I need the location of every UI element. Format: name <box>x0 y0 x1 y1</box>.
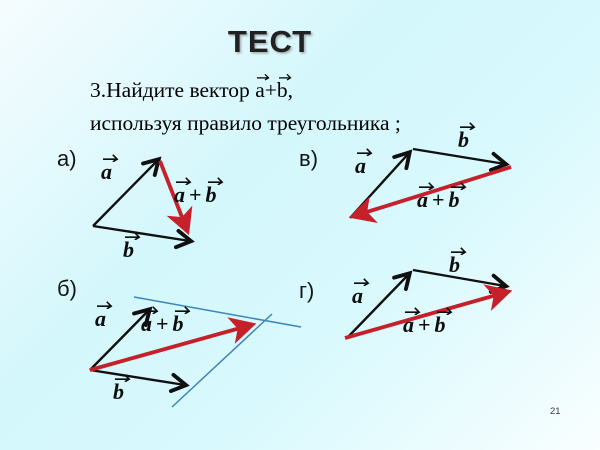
panel-a-letter: а) <box>57 146 77 171</box>
vector-arrow-icon <box>460 121 476 130</box>
question-line-2: используя правило треугольника ; <box>90 111 401 135</box>
slide-title: ТЕСТ <box>227 24 313 59</box>
panel-b-label-a: a <box>95 300 106 332</box>
vector-arrow-icon <box>97 300 113 309</box>
vector-arrow-icon <box>125 231 141 240</box>
panel-v-letter: в) <box>299 146 319 171</box>
panel-v-label-a: a <box>355 147 366 179</box>
panel-a-label-sum: a + b <box>174 176 217 208</box>
vector-arrow-icon <box>175 305 191 314</box>
vector-arrow-icon <box>451 181 467 190</box>
vector-arrow-icon <box>143 305 159 314</box>
page-number: 21 <box>550 406 561 417</box>
panel-g-label-sum: a + b <box>403 306 446 338</box>
vector-arrow-icon <box>354 277 370 286</box>
panel-a-label-a: a <box>101 153 112 185</box>
vector-b-inline: b <box>277 72 288 102</box>
panel-b-vector-b <box>90 370 185 385</box>
panel-b-label-b: b <box>113 373 124 405</box>
vector-arrow-icon <box>419 181 435 190</box>
vector-arrow-icon <box>357 147 373 156</box>
question-comma: , <box>287 78 293 102</box>
vector-arrow-icon <box>115 373 131 382</box>
vector-arrow-icon <box>176 176 192 185</box>
panel-g-label-a: a <box>352 277 363 309</box>
panel-b-letter: б) <box>57 276 77 301</box>
vector-arrow-icon <box>208 176 224 185</box>
question-plus: + <box>264 78 277 102</box>
question-line1-prefix: 3.Найдите вектор <box>90 78 256 102</box>
panel-v-label-b: b <box>458 121 469 153</box>
panel-g-label-b: b <box>449 246 460 278</box>
vector-a-inline: a <box>255 72 265 102</box>
panel-a-vector-b <box>93 226 190 241</box>
panel-b-construction-line-2 <box>172 314 272 407</box>
panel-g-letter: г) <box>299 278 315 303</box>
panel-a-label-b: b <box>123 231 134 263</box>
vector-arrow-icon <box>405 306 421 315</box>
panel-b-label-sum: a + b <box>141 305 184 337</box>
panel-v-label-sum: a + b <box>417 181 460 213</box>
vector-arrow-icon <box>451 246 467 255</box>
vector-arrow-icon <box>437 306 453 315</box>
vector-arrow-icon <box>103 153 119 162</box>
